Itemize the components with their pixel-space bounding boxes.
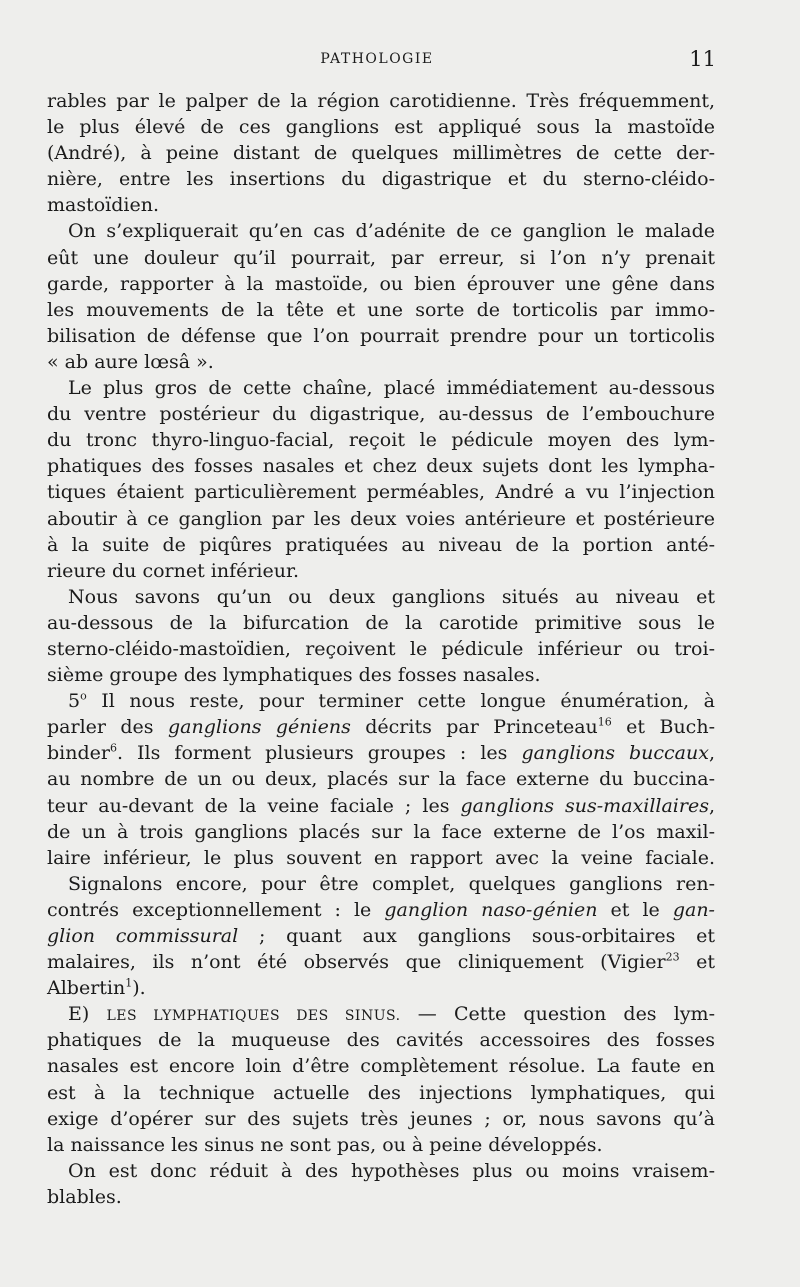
- text-line: [47, 427, 715, 453]
- reference-superscript: 16: [597, 715, 612, 729]
- text-line: [47, 793, 715, 819]
- text-line: [47, 740, 715, 766]
- running-head-title: PATHOLOGIE: [320, 51, 434, 67]
- text-segment: mastoïdien.: [47, 194, 160, 217]
- text-line: [47, 1027, 715, 1053]
- text-line: [47, 662, 715, 688]
- text-segment: . Ils forment plusieurs groupes : les: [116, 742, 522, 765]
- text-line: [47, 401, 715, 427]
- text-segment: parler des: [47, 716, 168, 739]
- text-segment: sterno-cléido-mastoïdien, reçoivent le pédicule inférieur ou troi-: [47, 637, 715, 660]
- text-segment: ).: [132, 977, 146, 1000]
- text-segment: Albertin: [47, 977, 126, 1000]
- reference-superscript: 1: [125, 976, 133, 990]
- text-segment: Il nous reste, pour terminer cette longue énumération, à: [86, 690, 715, 713]
- text-segment: phatiques des fosses nasales et chez deux sujets dont les lympha-: [47, 455, 715, 478]
- text-segment: « ab aure lœsâ ».: [47, 350, 214, 373]
- text-line: [47, 140, 715, 166]
- text-segment: On s’expliquerait qu’en cas d’adénite de ce ganglion le malade: [68, 220, 715, 243]
- text-line: [47, 349, 715, 375]
- section-heading: LES LYMPHATIQUES DES SINUS.: [106, 1008, 401, 1025]
- text-segment: E): [68, 1003, 107, 1026]
- text-segment: blables.: [47, 1185, 122, 1208]
- body-text: [47, 88, 715, 1210]
- text-line: [47, 532, 715, 558]
- reference-superscript: 23: [665, 950, 680, 964]
- text-segment: — Cette question des lym-: [400, 1003, 715, 1026]
- text-segment: nière, entre les insertions du digastrique et du sterno-cléido-: [47, 168, 715, 191]
- text-line: [47, 375, 715, 401]
- text-segment: garde, rapporter à la mastoïde, ou bien éprouver une gêne dans: [47, 272, 715, 295]
- text-segment: malaires, ils n’ont été observés que cliniquement (Vigier: [47, 951, 666, 974]
- text-line: [47, 271, 715, 297]
- text-line: [47, 766, 715, 792]
- text-segment: le plus élevé de ces ganglions est appliqué sous la mastoïde: [47, 116, 715, 139]
- reference-superscript: 6: [109, 742, 117, 756]
- text-segment: est à la technique actuelle des injections lymphatiques, qui: [47, 1081, 715, 1104]
- running-head: [46, 47, 716, 73]
- text-line: [47, 923, 715, 949]
- text-segment: du tronc thyro-linguo-facial, reçoit le pédicule moyen des lym-: [47, 429, 715, 452]
- text-line: [47, 558, 715, 584]
- italic-term: ganglion naso-génien: [384, 898, 598, 921]
- text-segment: phatiques de la muqueuse des cavités accessoires des fosses: [47, 1029, 715, 1052]
- text-segment: rieure du cornet inférieur.: [47, 559, 300, 582]
- text-segment: au-dessous de la bifurcation de la carotide primitive sous le: [47, 611, 715, 634]
- text-segment: et le: [597, 898, 673, 921]
- text-segment: la naissance les sinus ne sont pas, ou à peine développés.: [47, 1133, 603, 1156]
- text-line: [47, 1080, 715, 1106]
- reference-superscript: o: [80, 689, 87, 703]
- text-line: [47, 245, 715, 271]
- text-line: [47, 636, 715, 662]
- text-segment: ,: [708, 742, 715, 765]
- text-line: [47, 218, 715, 244]
- text-line: [47, 1184, 715, 1210]
- text-line: [47, 453, 715, 479]
- text-segment: exige d’opérer sur des sujets très jeunes ; or, nous savons qu’à: [47, 1107, 715, 1130]
- text-line: [47, 1106, 715, 1132]
- text-segment: Signalons encore, pour être complet, quelques ganglions ren-: [68, 872, 715, 895]
- text-segment: décrits par Princeteau: [350, 716, 598, 739]
- text-line: [47, 819, 715, 845]
- page-number: 11: [689, 47, 716, 71]
- text-line: [47, 323, 715, 349]
- text-segment: teur au-devant de la veine faciale ; les: [47, 794, 461, 817]
- text-line: [47, 297, 715, 323]
- text-line: [47, 610, 715, 636]
- text-segment: Nous savons qu’un ou deux ganglions situés au niveau et: [68, 585, 715, 608]
- text-line: [47, 506, 715, 532]
- text-line: [47, 584, 715, 610]
- text-segment: laire inférieur, le plus souvent en rapport avec la veine faciale.: [47, 846, 715, 869]
- italic-term: gan-: [672, 898, 715, 921]
- text-segment: tiques étaient particulièrement perméables, André a vu l’injection: [47, 481, 715, 504]
- text-segment: ,: [708, 794, 715, 817]
- text-segment: Le plus gros de cette chaîne, placé immédiatement au-dessous: [68, 377, 715, 400]
- text-segment: de un à trois ganglions placés sur la face externe de l’os maxil-: [47, 820, 715, 843]
- text-segment: aboutir à ce ganglion par les deux voies antérieure et postérieure: [47, 507, 715, 530]
- text-segment: au nombre de un ou deux, placés sur la face externe du buccina-: [47, 768, 715, 791]
- italic-term: ganglions sus-maxillaires: [460, 794, 709, 817]
- italic-term: ganglions buccaux: [521, 742, 709, 765]
- italic-term: glion commissural: [47, 925, 239, 947]
- text-line: [47, 949, 715, 975]
- text-line: [47, 1053, 715, 1079]
- text-line: [47, 845, 715, 871]
- text-line: [47, 714, 715, 740]
- text-line: [47, 88, 715, 114]
- text-segment: binder: [47, 742, 110, 765]
- text-segment: et Buch-: [611, 716, 715, 739]
- text-line: [47, 1132, 715, 1158]
- text-segment: rables par le palper de la région carotidienne. Très fréquemment,: [47, 90, 715, 112]
- text-segment: à la suite de piqûres pratiquées au niveau de la portion anté-: [47, 533, 715, 556]
- text-segment: du ventre postérieur du digastrique, au-dessus de l’embouchure: [47, 403, 715, 426]
- text-segment: (André), à peine distant de quelques millimètres de cette der-: [47, 142, 715, 165]
- text-segment: bilisation de défense que l’on pourrait prendre pour un torticolis: [47, 324, 715, 347]
- text-line: [47, 479, 715, 505]
- text-segment: contrés exceptionnellement : le: [47, 898, 385, 921]
- text-line: [47, 1001, 715, 1027]
- text-segment: les mouvements de la tête et une sorte de torticolis par immo-: [47, 298, 715, 321]
- text-line: [47, 688, 715, 714]
- text-segment: ; quant aux ganglions sous-orbitaires et: [238, 925, 716, 947]
- italic-term: ganglions géniens: [167, 716, 351, 739]
- text-line: [47, 1158, 715, 1184]
- text-line: [47, 192, 715, 218]
- text-segment: nasales est encore loin d’être complètement résolue. La faute en: [47, 1055, 715, 1078]
- text-line: [47, 897, 715, 923]
- text-line: [47, 166, 715, 192]
- text-segment: On est donc réduit à des hypothèses plus ou moins vraisem-: [68, 1159, 715, 1182]
- text-line: [47, 114, 715, 140]
- text-segment: 5: [68, 690, 81, 713]
- text-line: [47, 975, 715, 1001]
- text-segment: et: [679, 951, 715, 974]
- text-segment: eût une douleur qu’il pourrait, par erreur, si l’on n’y prenait: [47, 246, 715, 269]
- text-line: [47, 871, 715, 897]
- text-segment: sième groupe des lymphatiques des fosses nasales.: [47, 664, 541, 687]
